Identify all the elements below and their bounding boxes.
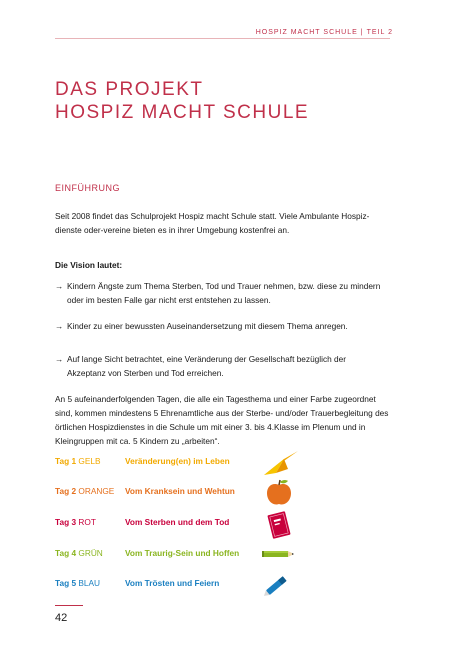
section-heading-intro: EINFÜHRUNG [55, 183, 120, 193]
day-topic: Vom Kranksein und Wehtun [125, 486, 235, 496]
paper-plane-icon [262, 449, 300, 477]
pencil-icon [262, 548, 296, 560]
page-number: 42 [55, 612, 68, 624]
page-title [55, 78, 309, 124]
day-topic: Veränderung(en) im Leben [125, 456, 230, 466]
day-topic: Vom Traurig-Sein und Hoffen [125, 548, 240, 558]
vision-bullet-text: Auf lange Sicht betrachtet, eine Veränderung der Gesellschaft bezüglich der Akzeptanz von Sterben und Tod erreichen. [67, 354, 347, 378]
day-label [55, 517, 96, 527]
title-line-2: HOSPIZ MACHT SCHULE [55, 102, 310, 123]
day-number: Tag 2 [55, 486, 77, 496]
day-label [55, 486, 114, 496]
footer-rule [55, 605, 83, 606]
vision-bullet [55, 352, 385, 380]
day-number: Tag 5 [55, 578, 77, 588]
day-topic: Vom Sterben und dem Tod [125, 517, 230, 527]
pen-icon [262, 572, 292, 598]
day-number: Tag 4 [55, 548, 77, 558]
arrow-icon: → [55, 354, 64, 364]
separator: | [360, 29, 364, 36]
apple-icon [264, 477, 294, 507]
day-color-name: GELB [78, 456, 101, 466]
vision-bullet-text: Kindern Ängste zum Thema Sterben, Tod und Trauer nehmen, bzw. diese zu mindern oder im besten Falle gar nicht erst entstehen zu lassen. [67, 281, 381, 305]
day-color-name: ORANGE [78, 486, 115, 496]
day-number: Tag 3 [55, 517, 77, 527]
vision-bullet-text: Kinder zu einer bewussten Auseinandersetzung mit diesem Thema anregen. [67, 321, 348, 331]
running-title: HOSPIZ MACHT SCHULE [255, 29, 358, 36]
day-label [55, 456, 101, 466]
vision-bullet [55, 279, 385, 307]
part-label: TEIL 2 [366, 29, 393, 36]
title-line-1: DAS PROJEKT [55, 79, 204, 100]
day-number: Tag 1 [55, 456, 77, 466]
header-rule [55, 38, 390, 39]
arrow-icon: → [55, 321, 64, 331]
arrow-icon: → [55, 281, 64, 291]
day-color-name: BLAU [78, 578, 101, 588]
running-head [256, 29, 393, 36]
day-topic: Vom Trösten und Feiern [125, 578, 220, 588]
day-label [55, 578, 100, 588]
intro-paragraph: Seit 2008 findet das Schulprojekt Hospiz macht Schule statt. Viele Ambulante Hospiz-dienste oder-vereine bieten es in ihrer Umgebung kostenfrei an. [55, 211, 370, 235]
book-icon [266, 510, 292, 540]
vision-label: Die Vision lautet: [55, 260, 123, 270]
day-label [55, 548, 103, 558]
vision-bullet [55, 319, 385, 333]
day-color-name: ROT [78, 517, 96, 527]
structure-paragraph: An 5 aufeinanderfolgenden Tagen, die alle ein Tagesthema und einer Farbe zugeordnet sind, kommen mindestens 5 Ehrenamtliche aus der Sterbe- und/oder Trauerbegleitung des örtlichen Hospizdienstes in die Schule um mit einer 3. bis 4.Klasse im Plenum und in Kleingruppen mit ca. 5 Kindern zu „arbeiten“. [55, 394, 389, 446]
day-color-name: GRÜN [78, 548, 103, 558]
